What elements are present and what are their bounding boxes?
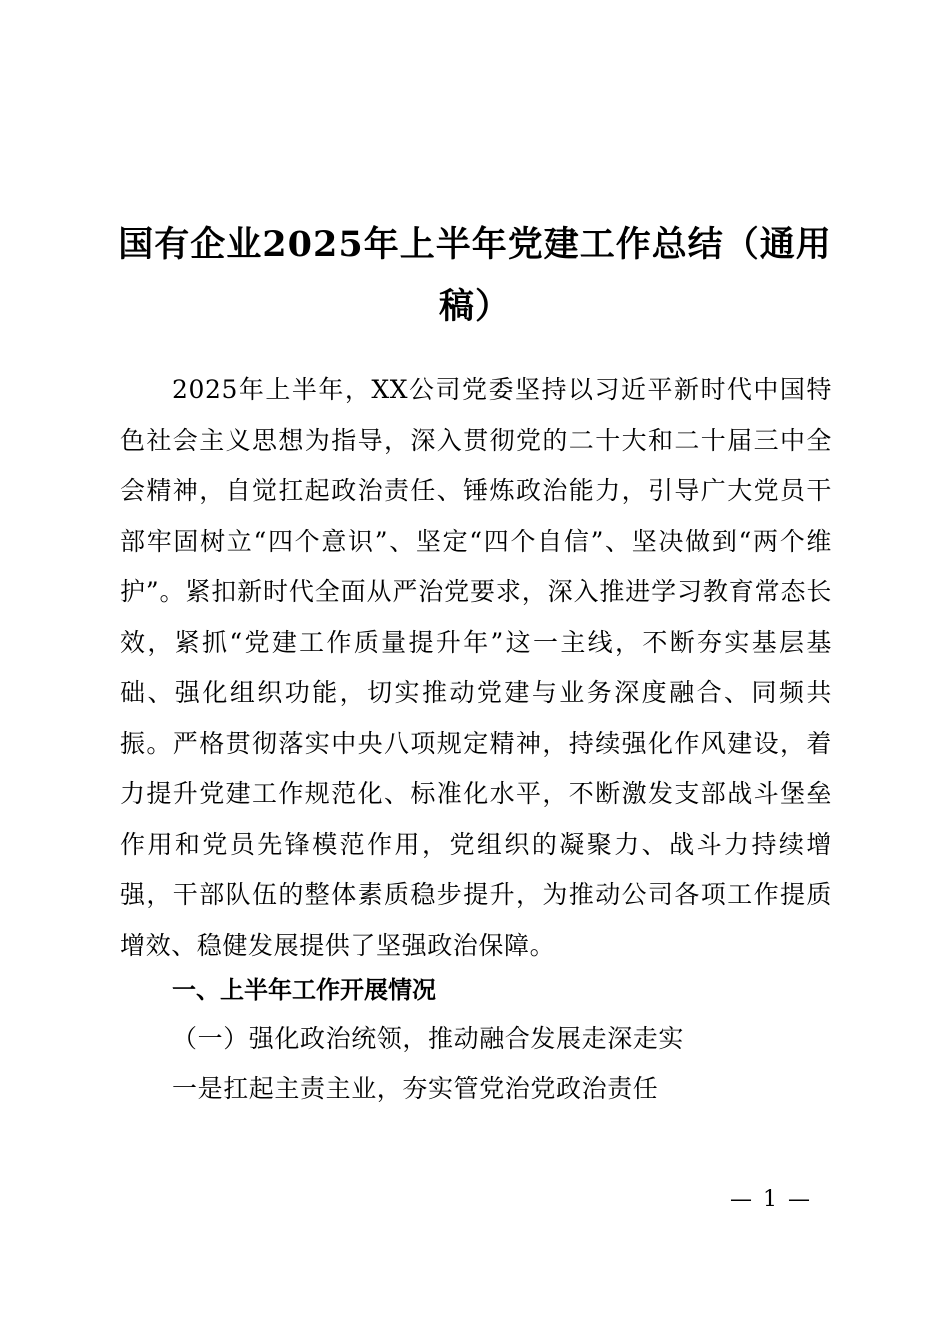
document-title: 国有企业2025年上半年党建工作总结（通用稿） xyxy=(118,224,832,327)
section-heading: 一、上半年工作开展情况 xyxy=(172,976,436,1004)
page-number: — 1 — xyxy=(730,1187,812,1212)
intro-paragraph: 2025年上半年，XX公司党委坚持以习近平新时代中国特色社会主义思想为指导，深入贯彻党的二十大和二十届三中全会精神，自觉扛起政治责任、锤炼政治能力，引导广大党员干部牢固树立“四个意识”、坚定“四个自信”、坚决做到“两个维护”。紧扣新时代全面从严治党要求，深入推进学习教育常态长效，紧抓“党建工作质量提升年”这一主线，不断夯实基层基础、强化组织功能，切实推动党建与业务深度融合、同频共振。严格贯彻落实中央八项规定精神，持续强化作风建设，着力提升党建工作规范化、标准化水平，不断激发支部战斗堡垒作用和党员先锋模范作用，党组织的凝聚力、战斗力持续增强，干部队伍的整体素质稳步提升，为推动公司各项工作提质增效、稳健发展提供了坚强政治保障。 xyxy=(120,375,832,960)
subsection-heading: （一）强化政治统领，推动融合发展走深走实 xyxy=(172,1024,685,1053)
item-heading: 一是扛起主责主业，夯实管党治党政治责任 xyxy=(172,1074,659,1103)
